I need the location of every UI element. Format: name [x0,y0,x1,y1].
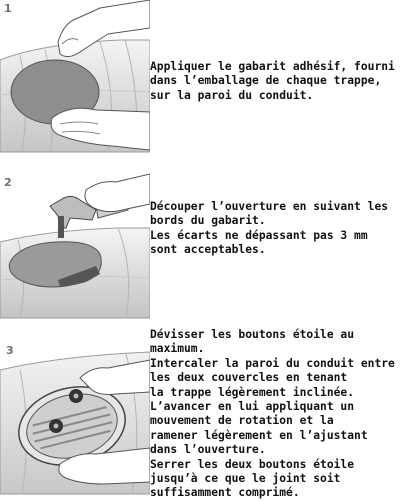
step-number: 2 [4,176,12,189]
step-1-illustration [0,0,150,160]
instruction-line: dans l’emballage de chaque trappe, [150,74,382,88]
instruction-line: Appliquer le gabarit adhésif, fourni [150,60,395,73]
instruction-line: maximum. [150,342,205,356]
hand-icon [85,174,150,212]
step-2-illustration [0,170,150,320]
instruction-line: les deux couvercles en tenant [150,371,348,385]
step-number: 1 [4,2,12,15]
instruction-line: ramener légèrement en l’ajustant [150,428,368,442]
instruction-line: mouvement de rotation et la [150,414,334,428]
step-2-instructions [150,200,398,258]
instruction-line: Découper l’ouverture en suivant les [150,200,389,213]
step-2 [0,170,400,320]
instruction-line: L’avancer en lui appliquant un [150,400,355,414]
instruction-line: Serrer les deux boutons étoile [150,457,355,471]
step-number: 3 [6,344,14,357]
instruction-line: la trappe légèrement inclinée. [150,385,355,399]
step-3 [0,330,400,500]
step-1-instructions [150,60,398,103]
instruction-line: Dévisser les boutons étoile au [150,328,355,341]
instruction-line: suffisamment comprimé. [150,486,300,500]
instruction-line: Intercaler la paroi du conduit entre [150,356,395,370]
instruction-line: dans l’ouverture. [150,443,266,457]
instruction-line: jusqu’à ce que le joint soit [150,472,341,486]
instruction-line: Les écarts ne dépassant pas 3 mm [150,228,368,242]
star-knob-icon [69,389,83,403]
step-3-instructions [150,328,398,501]
instruction-line: bords du gabarit. [150,214,266,228]
instruction-line: sur la paroi du conduit. [150,88,314,102]
instruction-line: sont acceptables. [150,243,266,257]
star-knob-icon [49,419,63,433]
step-3-illustration [0,330,150,500]
step-1 [0,0,400,160]
